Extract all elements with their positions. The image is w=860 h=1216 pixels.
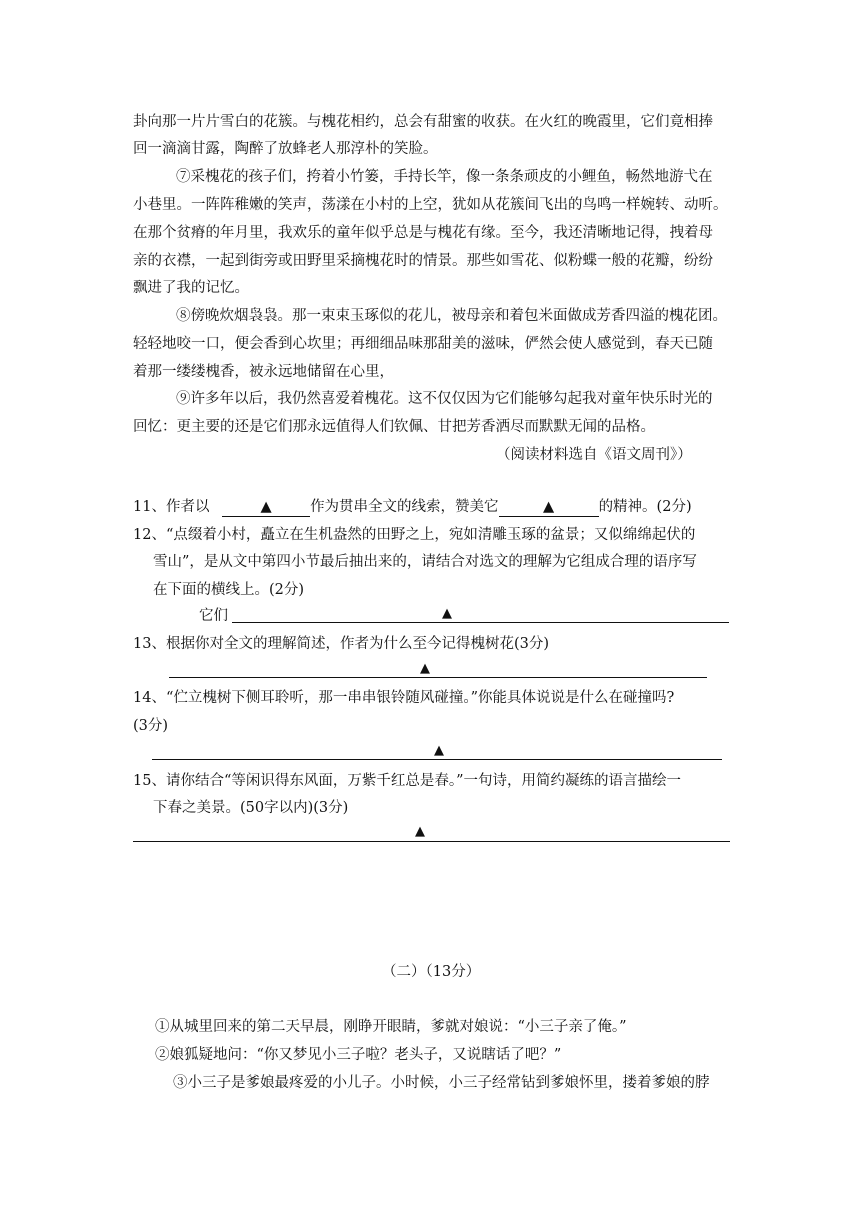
triangle-marker-icon: ▲ [434,743,444,758]
question-12-line2: 雪山”，是从文中第四小节最后抽出来的，请结合对选文的理解为它组成合理的语序写 [153,554,697,570]
passage-line: ②娘狐疑地问：“你又梦见小三子啦？老头子，又说瞎话了吧？” [155,1047,562,1063]
passage-line: ⑨许多年以后，我仍然喜爱着槐花。这不仅仅因为它们能够勾起我对童年快乐时光的 [176,391,713,407]
q12-answer-label: 它们 [199,608,228,624]
triangle-marker-icon: ▲ [542,499,555,515]
passage-line: 亲的衣襟，一起到街旁或田野里采摘槐花时的情景。那些如雪花、似粉蝶一般的花瓣，纷纷 [133,253,713,269]
triangle-marker-icon: ▲ [260,499,272,515]
passage-line: ①从城里回来的第二天早晨，刚睁开眼睛，爹就对娘说：“小三子亲了俺。” [155,1019,627,1035]
question-14-line1: 14、“伫立槐树下侧耳聆听，那一串串银铃随风碰撞。”你能具体说说是什么在碰撞吗? [133,690,675,706]
triangle-marker-icon: ▲ [420,661,430,676]
passage-line: ③小三子是爹娘最疼爱的小儿子。小时候，小三子经常钻到爹娘怀里，搂着爹娘的脖 [173,1075,710,1091]
q11-blank-2[interactable] [499,498,599,517]
passage-line: 回一滴滴甘露，陶醉了放蜂老人那淳朴的笑脸。 [133,141,438,157]
q15-answer-line[interactable] [133,841,730,842]
q13-answer-line[interactable] [169,677,707,678]
question-15-line2: 下春之美景。(50字以内)(3分) [153,800,349,816]
question-15-line1: 15、请你结合“等闲识得东风面，万紫千红总是春。”一句诗，用简约凝练的语言描绘一 [133,773,682,789]
passage-line: 轻轻地咬一口，便会香到心坎里；再细细品味那甜美的滋味，俨然会使人感觉到，春天已随 [133,336,713,352]
q11-mid: 作为贯串全文的线索，赞美它 [310,499,499,515]
question-13: 13、根据你对全文的理解简述，作者为什么至今记得槐树花(3分) [133,636,549,652]
passage-line: 飘进了我的记忆。 [133,280,249,296]
question-12-line1: 12、“点缀着小村，矗立在生机盎然的田野之上，宛如清雕玉琢的盆景；又似绵绵起伏的 [133,527,696,543]
q11-suffix: 的精神。(2分) [598,499,692,515]
question-12-line3: 在下面的横线上。(2分) [153,582,305,598]
passage-line: ⑦采槐花的孩子们，挎着小竹篓，手持长竿，像一条条顽皮的小鲤鱼，畅然地游弋在 [176,169,713,185]
passage-line: 卦向那一片片雪白的花簇。与槐花相约，总会有甜蜜的收获。在火红的晚霞里，它们竟相捧 [133,114,713,130]
passage-line: 着那一缕缕槐香，被永远地储留在心里， [133,364,394,380]
triangle-marker-icon: ▲ [442,606,452,621]
q11-blank-1[interactable] [222,498,310,517]
passage-line: 小巷里。一阵阵稚嫩的笑声，荡漾在小村的上空，犹如从花簇间飞出的鸟鸣一样婉转、动听。 [133,197,728,213]
passage-line: 回忆：更主要的还是它们那永远值得人们钦佩、甘把芳香洒尽而默默无闻的品格。 [133,419,655,435]
passage-line: ⑧傍晚炊烟袅袅。那一束束玉琢似的花儿，被母亲和着包米面做成芳香四溢的槐花团。 [176,308,727,324]
section-heading: （二）（13分） [382,964,481,980]
passage-line: 在那个贫瘠的年月里，我欢乐的童年似乎总是与槐花有缘。至今，我还清晰地记得，拽着母 [133,225,713,241]
question-11 [133,497,692,517]
triangle-marker-icon: ▲ [415,824,425,839]
source-citation: （阅读材料选自《语文周刊》） [496,447,692,463]
q12-answer-line[interactable] [232,622,729,623]
question-14-line2: (3分) [133,718,169,734]
q11-prefix: 11、作者以 [133,499,210,515]
